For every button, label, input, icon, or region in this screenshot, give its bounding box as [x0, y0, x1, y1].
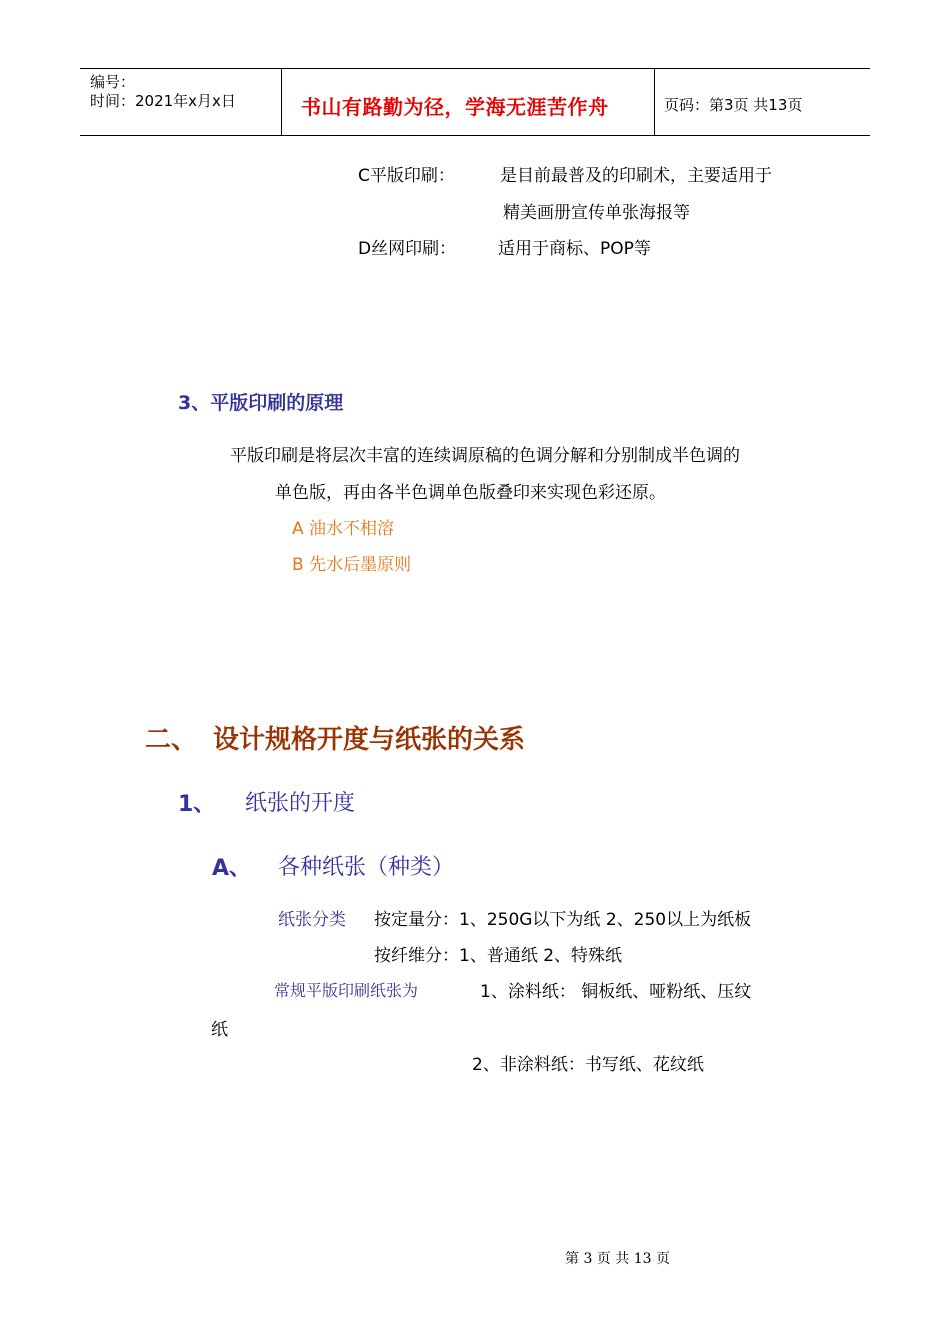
paper-class-label: 纸张分类 — [278, 910, 346, 930]
section2-number: 二、 — [145, 725, 198, 755]
principle-paragraph-line1: 平版印刷是将层次丰富的连续调原稿的色调分解和分别制成半色调的 — [230, 446, 740, 466]
paper-coated: 1、涂料纸： 铜板纸、哑粉纸、压纹 — [480, 982, 752, 1002]
printing-type-d-desc: 适用于商标、POP等 — [498, 239, 651, 259]
section2-title: 设计规格开度与纸张的关系 — [213, 725, 526, 755]
page-footer: 第 3 页 共 13 页 — [565, 1251, 670, 1267]
principle-point-a: A 油水不相溶 — [292, 519, 395, 539]
subsection1-number: 1、 — [178, 792, 216, 817]
header-divider-left — [281, 68, 282, 135]
header-top-rule — [80, 68, 870, 69]
common-paper-label: 常规平版印刷纸张为 — [274, 981, 419, 1000]
subsection1-title: 纸张的开度 — [245, 791, 356, 816]
principle-heading: 3、平版印刷的原理 — [178, 392, 344, 414]
printing-type-d-label: D丝网印刷： — [358, 239, 457, 259]
subsection-a-title: 各种纸张（种类） — [278, 855, 455, 880]
printing-type-c-desc-cont: 精美画册宣传单张海报等 — [503, 203, 690, 223]
header-bottom-rule — [80, 135, 870, 136]
header-page-info: 页码：第3页 共13页 — [664, 96, 803, 114]
principle-point-b: B 先水后墨原则 — [292, 555, 412, 575]
header-motto: 书山有路勤为径，学海无涯苦作舟 — [301, 95, 609, 119]
paper-by-weight: 按定量分：1、250G以下为纸 2、250以上为纸板 — [374, 910, 752, 930]
header-number-label: 编号： — [90, 73, 136, 91]
printing-type-c-desc: 是目前最普及的印刷术，主要适用于 — [500, 166, 772, 186]
paper-coated-wrap: 纸 — [211, 1020, 228, 1040]
header-time-label: 时间：2021年x月x日 — [90, 92, 236, 110]
subsection-a-number: A、 — [212, 856, 252, 881]
header-divider-right — [654, 68, 655, 135]
paper-uncoated: 2、非涂料纸：书写纸、花纹纸 — [472, 1055, 704, 1075]
principle-paragraph-line2: 单色版，再由各半色调单色版叠印来实现色彩还原。 — [275, 483, 666, 503]
paper-by-fiber: 按纤维分：1、普通纸 2、特殊纸 — [374, 946, 623, 966]
printing-type-c-label: C平版印刷： — [358, 166, 455, 186]
